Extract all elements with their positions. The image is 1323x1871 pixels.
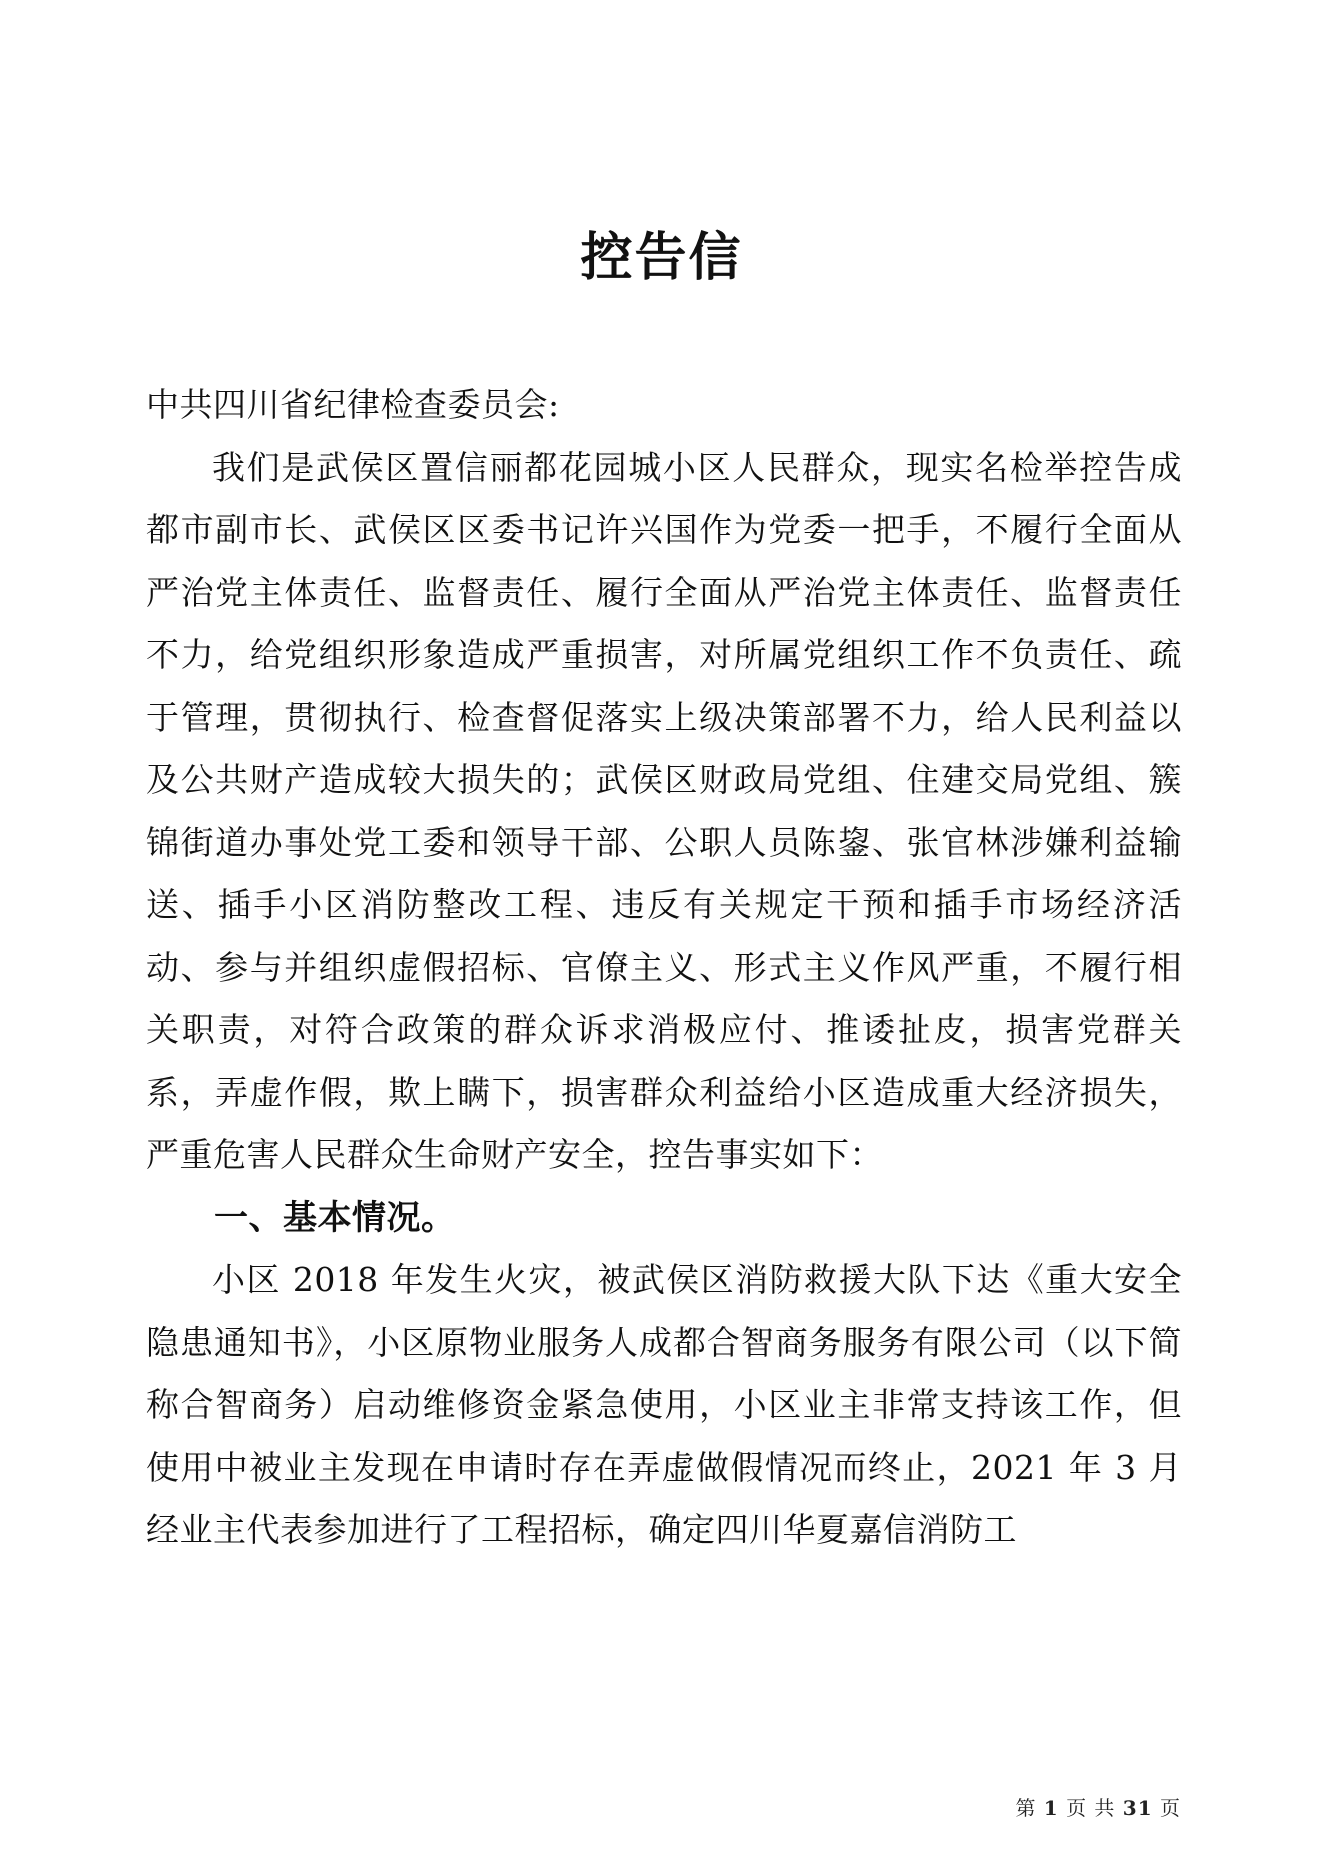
section-heading-basic-situation: 一、基本情况。 [214,1197,456,1238]
document-title: 控告信 [580,228,743,288]
total-page-count: 31 [1122,1796,1153,1820]
paragraph-basic-situation: 小区 2018 年发生火灾，被武侯区消防救援大队下达《重大安全隐患通知书》，小区原物业服务人成都合智商务服务有限公司（以下简称合智商务）启动维修资金紧急使用，小区业主非常支持该工作，但使用中被业主发现在申请时存在弄虚做假情况而终止，2021 年 3 月经业主代表参加进行了工程招标，确定四川华夏嘉信消防工 [146,1260,1182,1549]
paragraph-complaint-summary: 我们是武侯区置信丽都花园城小区人民群众，现实名检举控告成都市副市长、武侯区区委书记许兴国作为党委一把手，不履行全面从严治党主体责任、监督责任、履行全面从严治党主体责任、监督责任不力，给党组织形象造成严重损害，对所属党组织工作不负责任、疏于管理，贯彻执行、检查督促落实上级决策部署不力，给人民利益以及公共财产造成较大损失的；武侯区财政局党组、住建交局党组、簇锦街道办事处党工委和领导干部、公职人员陈鋆、张官林涉嫌利益输送、插手小区消防整改工程、违反有关规定干预和插手市场经济活动、参与并组织虚假招标、官僚主义、形式主义作风严重，不履行相关职责，对符合政策的群众诉求消极应付、推诿扯皮，损害党群关系，弄虚作假，欺上瞒下，损害群众利益给小区造成重大经济损失，严重危害人民群众生命财产安全，控告事实如下： [146,447,1182,1174]
footer-middle: 页 共 [1066,1796,1116,1820]
salutation: 中共四川省纪律检查委员会: [146,385,560,424]
footer-suffix: 页 [1160,1796,1181,1820]
footer-prefix: 第 [1015,1796,1037,1820]
current-page-number: 1 [1043,1796,1059,1820]
page-number-footer [1015,1796,1181,1820]
document-body [146,374,1182,1562]
